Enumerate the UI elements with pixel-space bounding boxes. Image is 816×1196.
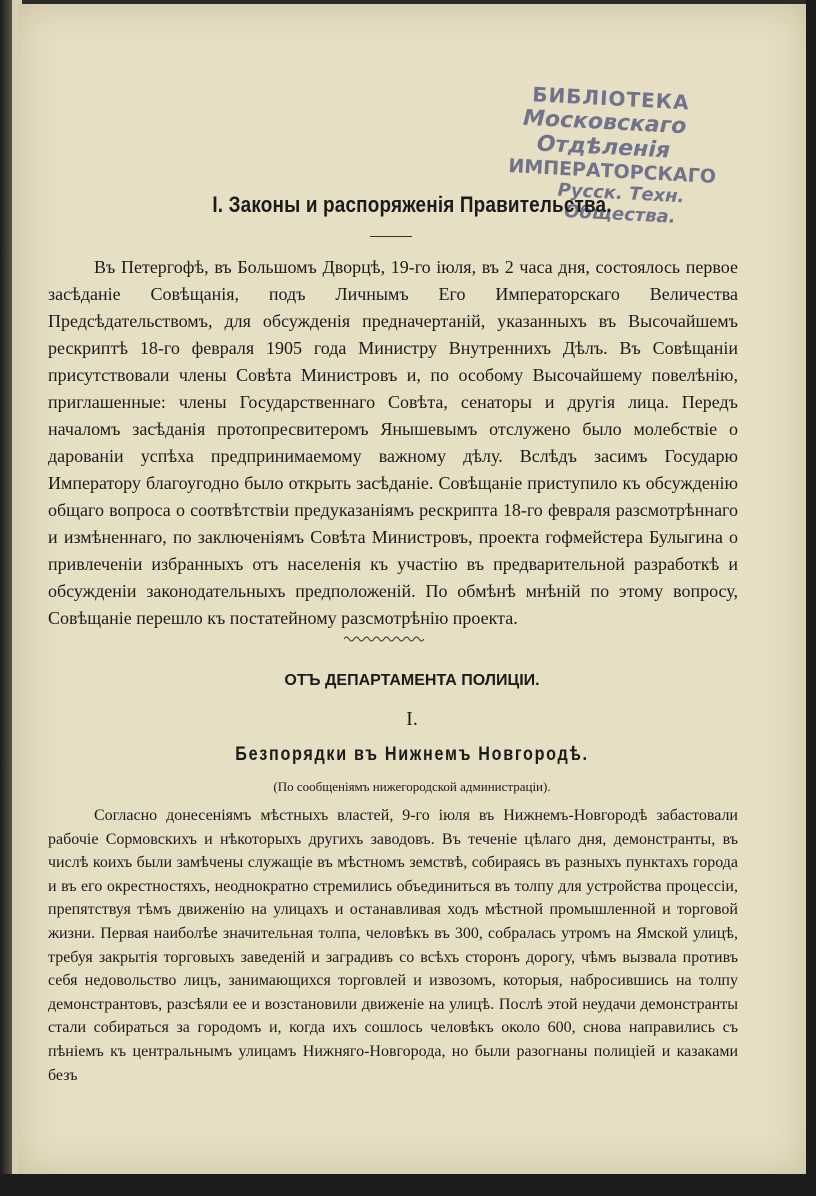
stamp-line: Русск. Техн. Общества. — [557, 179, 685, 228]
scan-edge — [0, 1174, 816, 1196]
scan-edge — [0, 0, 12, 1196]
title-divider — [370, 236, 412, 237]
stamp-line: ИМПЕРАТОРСКАГО — [507, 155, 717, 188]
section-title: I. Законы и распоряженія Правительства. — [212, 192, 612, 217]
department-heading: ОТЪ ДЕПАРТАМЕНТА ПОЛИЦІИ. — [284, 672, 540, 689]
document-page — [18, 4, 809, 1174]
ornament-divider — [344, 634, 424, 644]
report-title: Безпорядки въ Нижнемъ Новгородѣ. — [235, 744, 589, 765]
scan-edge — [806, 0, 816, 1196]
stamp-line: БИБЛІОТЕКА — [531, 82, 691, 115]
report-source: (По сообщеніямъ нижегородской администраціи). — [273, 779, 551, 794]
section-body: Въ Петергофѣ, въ Большомъ Дворцѣ, 19-го іюля, въ 2 часа дня, состоялось первое засѣданіе Совѣщанія, подъ Личнымъ Его Императорскаго Величества Предсѣдательствомъ, для обсужденія предначертаній, указанныхъ въ Высочайшемъ рескриптѣ 18-го февраля 1905 года Министру Внутреннихъ Дѣлъ. Въ Совѣщаніи присутствовали члены Совѣта Министровъ и, по особому Высочайшему повелѣнію, приглашенные: члены Государственнаго Совѣта, сенаторы и другія лица. Передъ началомъ засѣданія протопресвитеромъ Янышевымъ отслужено было молебствіе о дарованіи успѣха предпринимаемому важному дѣлу. Вслѣдъ засимъ Государю Императору благоугодно было открыть засѣданіе. Совѣщаніе приступило къ обсужденію общаго вопроса о соотвѣтствіи предуказаніямъ рескрипта 18-го февраля разсмотрѣннаго и измѣненнаго, по заключеніямъ Совѣта Министровъ, проекта гофмейстера Булыгина о привлеченіи избранныхъ отъ населенія къ участію въ предварительной разработкѣ и обсужденіи законодательныхъ предположеній. По обмѣнѣ мнѣній по этому вопросу, Совѣщаніе перешло къ постатейному разсмотрѣнію проекта. — [48, 257, 738, 628]
report-body: Согласно донесеніямъ мѣстныхъ властей, 9-го іюля въ Нижнемъ-Новгородѣ забастовали рабочіе Сормовскихъ и нѣкоторыхъ другихъ заводовъ. Въ теченіе цѣлаго дня, демонстранты, въ числѣ коихъ были замѣчены служащіе въ мѣстномъ земствѣ, собираясь въ разныхъ пунктахъ города и въ его окрестностяхъ, неоднократно стремились объединиться въ толпу для устройства процессіи, препятствуя тѣмъ движенію на улицахъ и останавливая ходъ мѣстной промышленной и торговой жизни. Первая наиболѣе значительная толпа, человѣкъ въ 300, собралась утромъ на Ямской улицѣ, требуя закрытія торговыхъ заведеній и заградивъ со всѣхъ сторонъ дорогу, чѣмъ вызвала противъ себя недовольство лицъ, занимающихся торговлей и извозомъ, которыя, набросившись на толпу демонстрантовъ, разсѣяли ее и возстановили движеніе на улицѣ. Послѣ этой неудачи демонстранты стали собираться за городомъ и, когда ихъ сошлось человѣкъ около 600, снова направились съ пѣніемъ къ центральнымъ улицамъ Нижняго-Новгорода, но были разогнаны полиціей и казаками безъ — [48, 807, 738, 1084]
report-number: I. — [406, 708, 418, 730]
stamp-line: Московскаго Отдѣленія — [522, 105, 687, 164]
